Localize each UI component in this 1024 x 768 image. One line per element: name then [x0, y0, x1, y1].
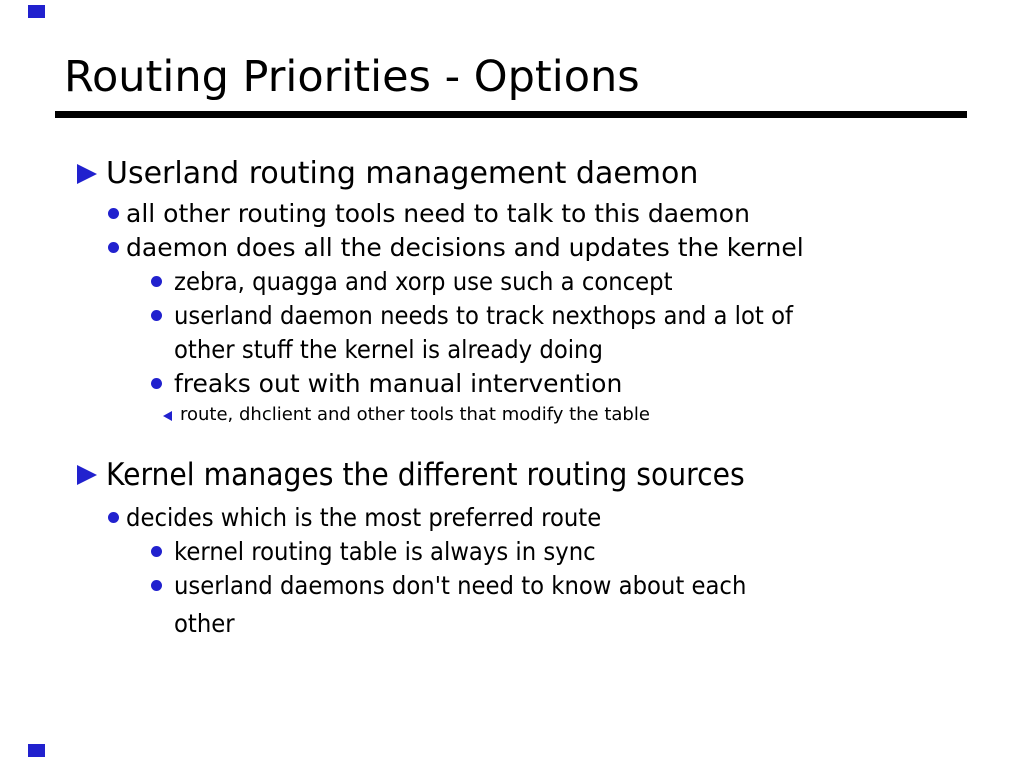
dot-bullet-icon — [151, 276, 162, 287]
bullet-item-level3 — [174, 369, 622, 399]
bullet-text: Kernel manages the different routing sources — [106, 457, 745, 493]
triangle-right-bullet-icon — [77, 465, 97, 485]
bullet-text: userland daemon needs to track nexthops and a lot of — [174, 301, 794, 330]
bullet-text: Userland routing management daemon — [106, 156, 699, 191]
bullet-item-level3 — [174, 571, 803, 601]
bullet-text: all other routing tools need to talk to this daemon — [126, 199, 750, 228]
bullet-text: freaks out with manual intervention — [174, 369, 623, 398]
bullet-item-level1 — [106, 156, 698, 192]
bullet-text: daemon does all the decisions and updates the kernel — [126, 233, 804, 262]
slide-title: Routing Priorities - Options — [64, 52, 640, 102]
bullet-item-continuation — [174, 609, 241, 639]
bullet-text: kernel routing table is always in sync — [174, 537, 596, 566]
dot-bullet-icon — [108, 208, 119, 219]
dot-bullet-icon — [108, 242, 119, 253]
bullet-text: userland daemons don't need to know about each — [174, 571, 747, 600]
bullet-item-level3 — [174, 537, 637, 567]
bullet-item-level2 — [126, 503, 648, 533]
bullet-item-level2 — [126, 199, 750, 229]
bullet-item-level1 — [106, 457, 808, 493]
dot-bullet-icon — [151, 546, 162, 557]
bullet-text: other stuff the kernel is already doing — [174, 335, 603, 364]
bottom-left-page-marker-icon — [28, 744, 45, 757]
bullet-text: decides which is the most preferred route — [126, 503, 602, 532]
bullet-text: zebra, quagga and xorp use such a concept — [174, 267, 673, 296]
bullet-item-level3 — [174, 301, 854, 331]
dot-bullet-icon — [151, 378, 162, 389]
top-left-page-marker-icon — [28, 5, 45, 18]
bullet-text: route, dhclient and other tools that modify the table — [180, 404, 650, 425]
dot-bullet-icon — [151, 580, 162, 591]
bullet-item-continuation — [174, 335, 645, 365]
triangle-right-bullet-icon — [77, 164, 97, 184]
bullet-item-level4 — [180, 404, 650, 426]
dot-bullet-icon — [151, 310, 162, 321]
bullet-item-level2 — [126, 233, 804, 263]
triangle-left-bullet-icon — [163, 411, 172, 421]
bullet-text: other — [174, 609, 235, 638]
title-underline — [55, 111, 967, 118]
bullet-item-level3 — [174, 267, 722, 297]
dot-bullet-icon — [108, 512, 119, 523]
